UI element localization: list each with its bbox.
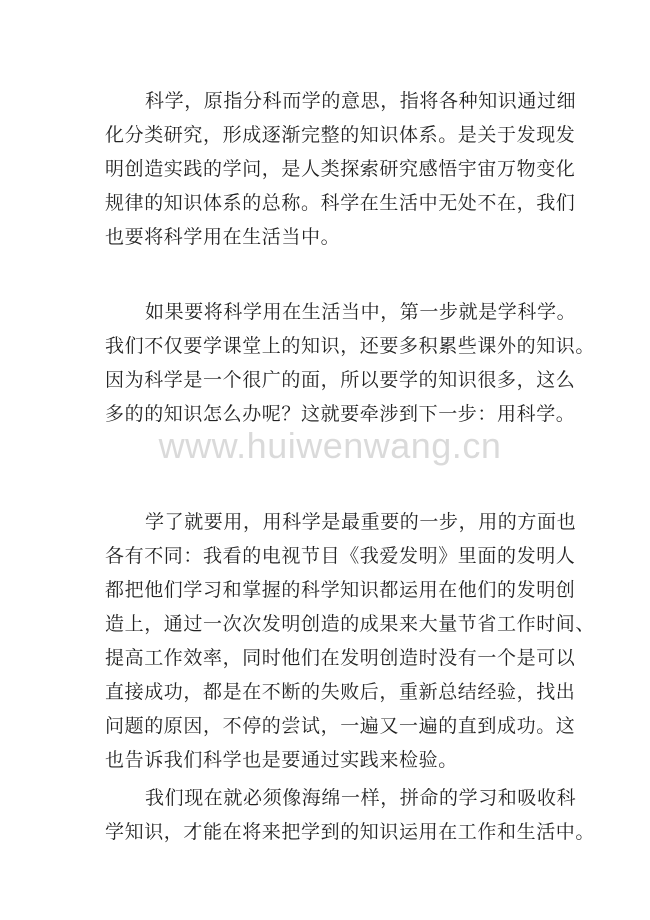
paragraph-line: 各有不同：我看的电视节目《我爱发明》里面的发明人 xyxy=(105,545,576,567)
paragraph-line: 也告诉我们科学也是要通过实践来检验。 xyxy=(105,749,458,771)
paragraph-line: 明创造实践的学问，是人类探索研究感悟宇宙万物变化 xyxy=(105,158,576,180)
paragraph-line: 提高工作效率，同时他们在发明创造时没有一个是可以 xyxy=(105,647,576,669)
paragraph-line: 学了就要用，用科学是最重要的一步，用的方面也 xyxy=(145,511,577,533)
paragraph-line: 我们现在就必须像海绵一样，拼命的学习和吸收科 xyxy=(145,787,577,809)
paragraph-line: 也要将科学用在生活当中。 xyxy=(105,226,341,248)
paragraph-line: 学知识，才能在将来把学到的知识运用在工作和生活中。 xyxy=(105,821,596,843)
paragraph-line: 因为科学是一个很广的面，所以要学的知识很多，这么 xyxy=(105,369,576,391)
paragraph-2 xyxy=(105,295,596,431)
paragraph-line: 规律的知识体系的总称。科学在生活中无处不在，我们 xyxy=(105,192,576,214)
paragraph-3 xyxy=(105,505,596,777)
paragraph-line: 都把他们学习和掌握的科学知识都运用在他们的发明创 xyxy=(105,579,576,601)
paragraph-line: 化分类研究，形成逐渐完整的知识体系。是关于发现发 xyxy=(105,124,576,146)
paragraph-line: 直接成功，都是在不断的失败后，重新总结经验，找出 xyxy=(105,681,576,703)
paragraph-line: 多的的知识怎么办呢？这就要牵涉到下一步：用科学。 xyxy=(105,403,576,425)
paragraph-line: 造上，通过一次次发明创造的成果来大量节省工作时间、 xyxy=(105,613,596,635)
watermark-text: www.huiwenwang.cn xyxy=(158,425,502,466)
paragraph-line: 科学，原指分科而学的意思，指将各种知识通过细 xyxy=(145,90,577,112)
paragraph-line: 如果要将科学用在生活当中，第一步就是学科学。 xyxy=(145,301,577,323)
paragraph-line: 我们不仅要学课堂上的知识，还要多积累些课外的知识。 xyxy=(105,335,596,357)
paragraph-1 xyxy=(105,84,577,254)
paragraph-line: 问题的原因，不停的尝试，一遍又一遍的直到成功。这 xyxy=(105,715,576,737)
paragraph-4 xyxy=(105,781,596,849)
